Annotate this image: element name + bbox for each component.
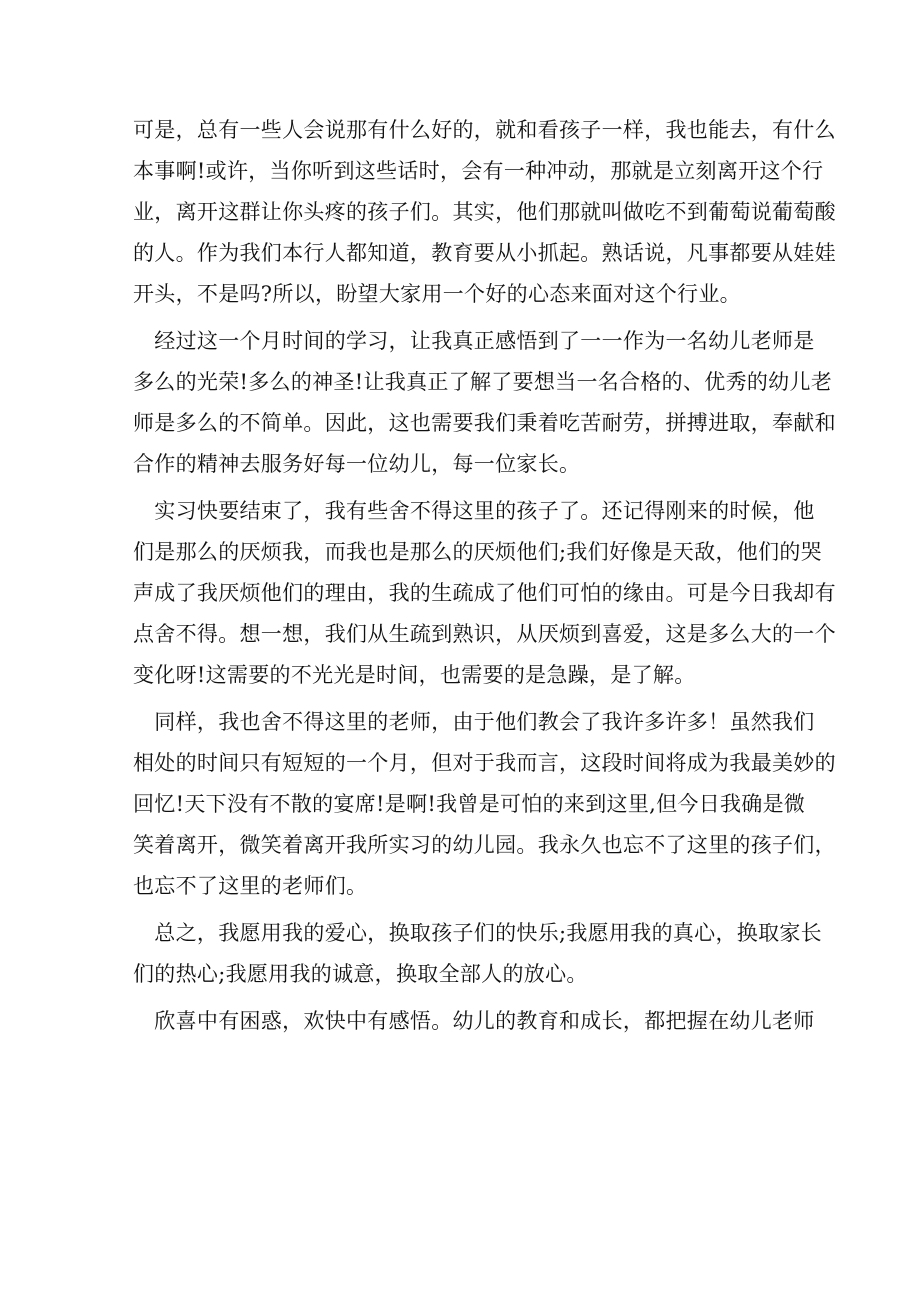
document-body [133, 110, 836, 1048]
paragraph-5 [133, 913, 822, 995]
text-line: 合作的精神去服务好每一位幼儿，每一位家长。 [133, 452, 581, 476]
text-line: 们的热心;我愿用我的诚意，换取全部人的放心。 [133, 962, 588, 986]
text-line: 们是那么的厌烦我，而我也是那么的厌烦他们;我们好像是天敌，他们的哭 [133, 540, 822, 564]
text-line: 同样，我也舍不得这里的老师，由于他们教会了我许多许多！虽然我们 [133, 710, 815, 734]
text-line: 笑着离开，微笑着离开我所实习的幼儿园。我永久也忘不了这里的孩子们， [133, 833, 836, 857]
paragraph-2 [133, 321, 836, 485]
paragraph-6 [133, 1001, 815, 1042]
text-line: 多么的光荣!多么的神圣!让我真正了解了要想当一名合格的、优秀的幼儿老 [133, 370, 833, 394]
paragraph-1 [133, 110, 836, 315]
text-line: 可是，总有一些人会说那有什么好的，就和看孩子一样，我也能去，有什么 [133, 118, 836, 142]
text-line: 的人。作为我们本行人都知道，教育要从小抓起。熟话说，凡事都要从娃娃 [133, 241, 836, 265]
text-line: 师是多么的不简单。因此，这也需要我们秉着吃苦耐劳，拼搏进取，奉献和 [133, 411, 836, 435]
text-line: 开头，不是吗?所以，盼望大家用一个好的心态来面对这个行业。 [133, 282, 741, 306]
text-line: 本事啊!或许，当你听到这些话时，会有一种冲动，那就是立刻离开这个行 [133, 159, 824, 183]
text-line: 经过这一个月时间的学习，让我真正感悟到了一一作为一名幼儿老师是 [133, 329, 815, 353]
text-line: 实习快要结束了，我有些舍不得这里的孩子了。还记得刚来的时候，他 [133, 499, 815, 523]
paragraph-4 [133, 702, 836, 907]
text-line: 业，离开这群让你头疼的孩子们。其实，他们那就叫做吃不到葡萄说葡萄酸 [133, 200, 836, 224]
text-line: 声成了我厌烦他们的理由，我的生疏成了他们可怕的缘由。可是今日我却有 [133, 581, 836, 605]
text-line: 点舍不得。想一想，我们从生疏到熟识，从厌烦到喜爱，这是多么大的一个 [133, 622, 836, 646]
text-line: 回忆!天下没有不散的宴席!是啊!我曾是可怕的来到这里,但今日我确是微 [133, 792, 806, 816]
paragraph-3 [133, 491, 836, 696]
text-line: 欣喜中有困惑，欢快中有感悟。幼儿的教育和成长，都把握在幼儿老师 [133, 1009, 815, 1033]
text-line: 也忘不了这里的老师们。 [133, 874, 368, 898]
text-line: 变化呀!这需要的不光光是时间，也需要的是急躁，是了解。 [133, 663, 696, 687]
text-line: 相处的时间只有短短的一个月，但对于我而言，这段时间将成为我最美妙的 [133, 751, 836, 775]
text-line: 总之，我愿用我的爱心，换取孩子们的快乐;我愿用我的真心，换取家长 [133, 921, 822, 945]
